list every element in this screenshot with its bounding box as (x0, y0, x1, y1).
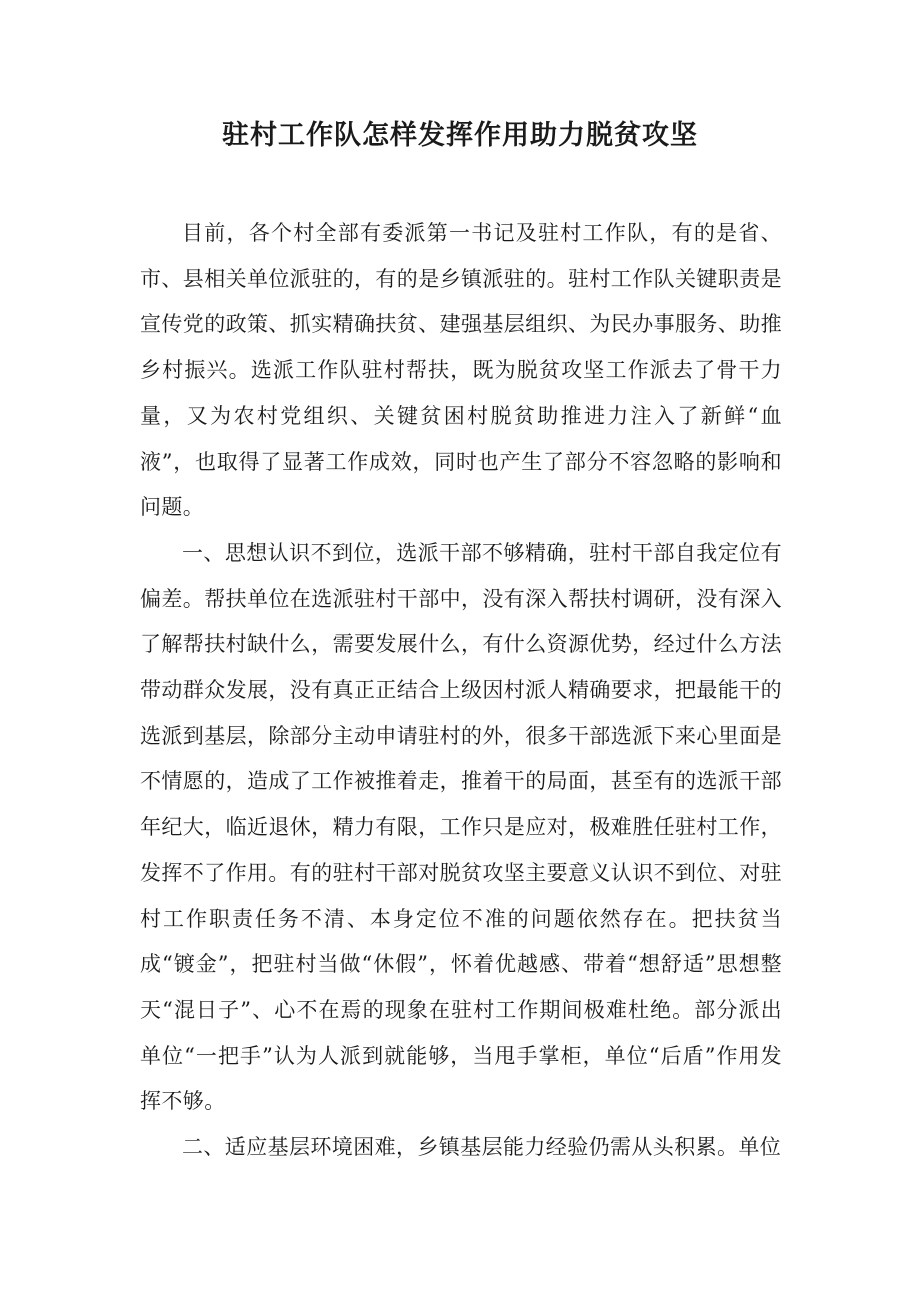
paragraph-section-2: 二、适应基层环境困难，乡镇基层能力经验仍需从头积累。单位 (182, 1135, 782, 1160)
paragraph-intro: 目前，各个村全部有委派第一书记及驻村工作队，有的是省、市、县相关单位派驻的，有的是乡镇派驻的。驻村工作队关键职责是宣传党的政策、抓实精确扶贫、建强基层组织、为民办事服务、助推乡村振兴。选派工作队驻村帮扶，既为脱贫攻坚工作派去了骨干力量，又为农村党组织、关键贫困村脱贫助推进力注入了新鲜“血液”，也取得了显著工作成效，同时也产生了部分不容忽略的影响和问题。 (140, 221, 782, 520)
document-title: 驻村工作队怎样发挥作用助力脱贫攻坚 (222, 120, 698, 151)
document-body (140, 211, 782, 1171)
paragraph-section-1: 一、思想认识不到位，选派干部不够精确，驻村干部自我定位有偏差。帮扶单位在选派驻村干部中，没有深入帮扶村调研，没有深入了解帮扶村缺什么，需要发展什么，有什么资源优势，经过什么方法带动群众发展，没有真正正结合上级因村派人精确要求，把最能干的选派到基层，除部分主动申请驻村的外，很多干部选派下来心里面是不情愿的，造成了工作被推着走，推着干的局面，甚至有的选派干部年纪大，临近退休，精力有限，工作只是应对，极难胜任驻村工作，发挥不了作用。有的驻村干部对脱贫攻坚主要意义认识不到位、对驻村工作职责任务不清、本身定位不准的问题依然存在。把扶贫当成“镀金”，把驻村当做“休假”，怀着优越感、带着“想舒适”思想整天“混日子”、心不在焉的现象在驻村工作期间极难杜绝。部分派出单位“一把手”认为人派到就能够，当甩手掌柜，单位“后盾”作用发挥不够。 (140, 540, 782, 1114)
